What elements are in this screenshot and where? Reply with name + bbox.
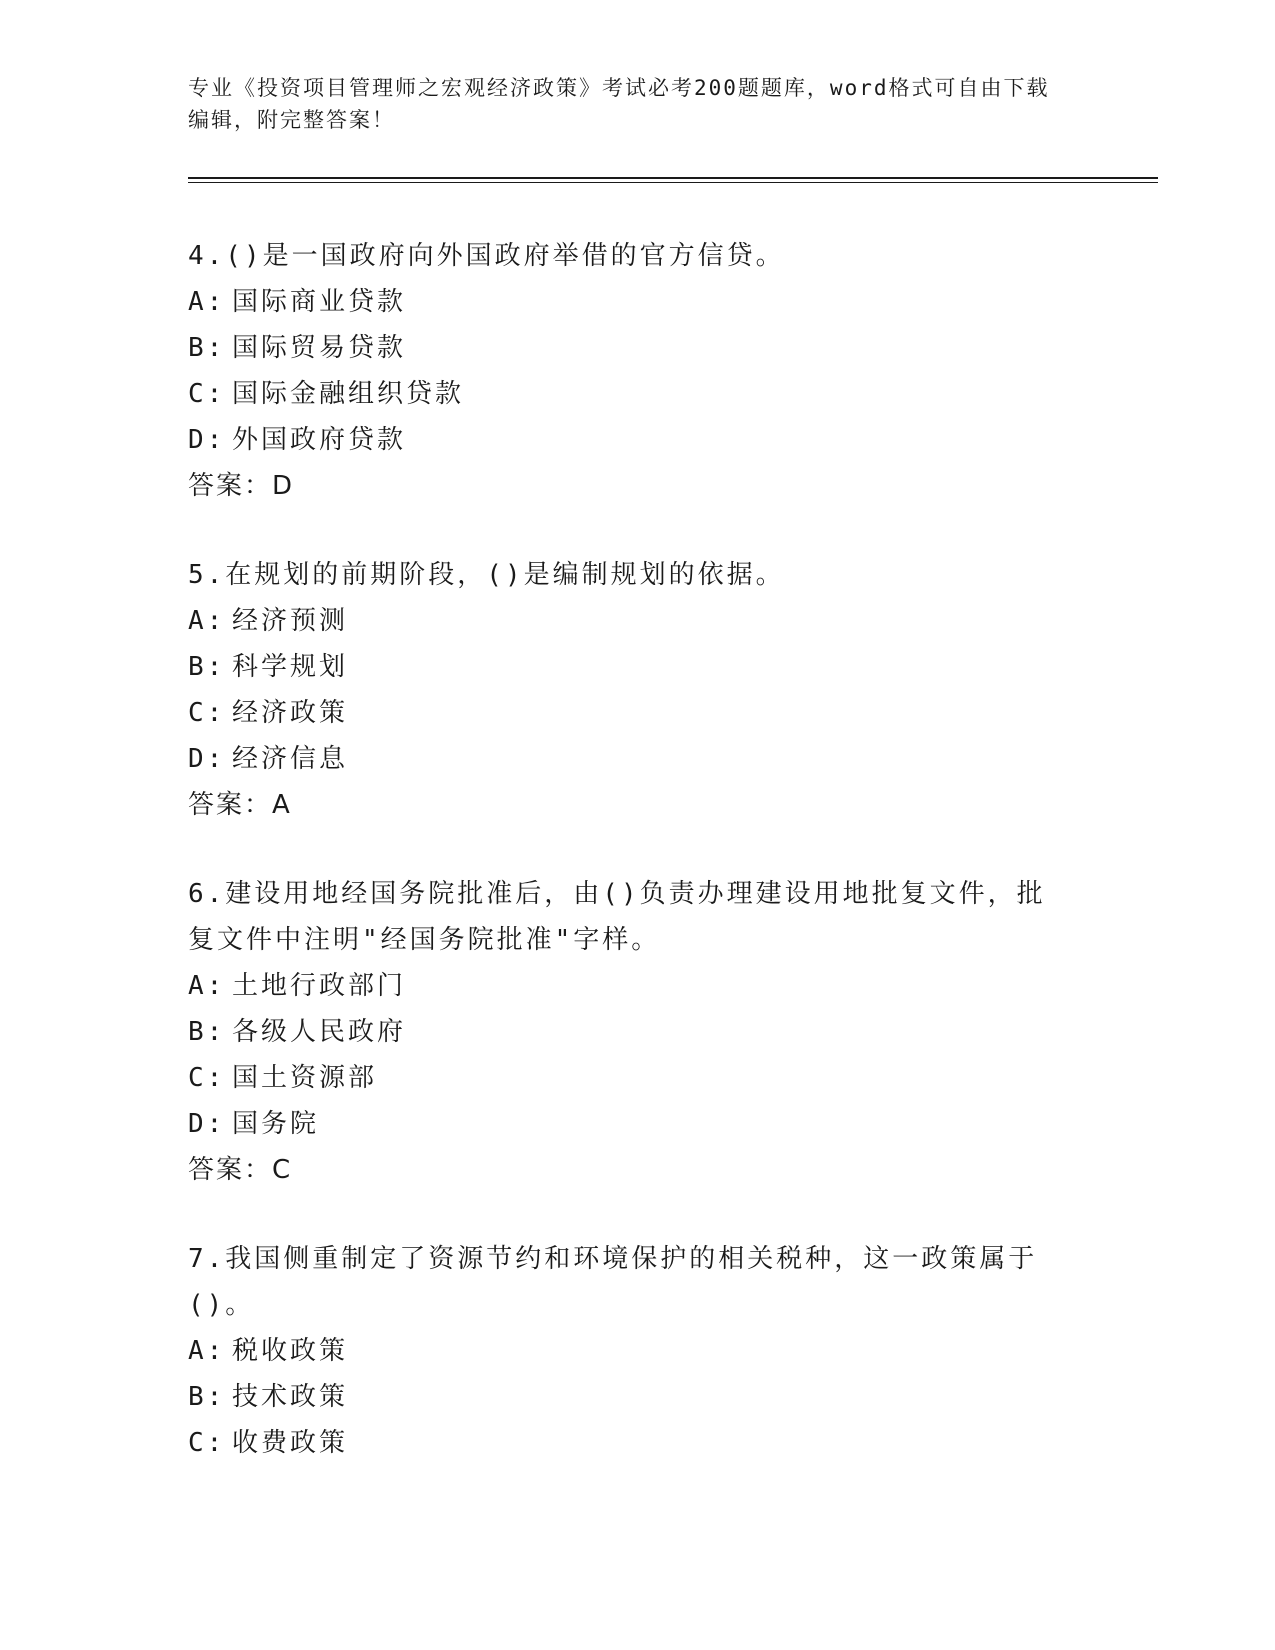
option-a [188, 598, 1068, 644]
option-letter: B: [188, 652, 226, 682]
option-text: 技术政策 [232, 1382, 349, 1412]
document-header: 专业《投资项目管理师之宏观经济政策》考试必考200题题库，word格式可自由下载编辑，附完整答案！ [188, 76, 1050, 132]
option-letter: B: [188, 333, 226, 363]
option-letter: B: [188, 1382, 226, 1412]
answer-line: 答案：D [188, 471, 295, 501]
option-text: 经济政策 [232, 698, 349, 728]
option-b [188, 644, 1068, 690]
option-text: 各级人民政府 [232, 1017, 407, 1047]
answer-line: 答案：A [188, 790, 292, 820]
question-item [188, 552, 1068, 828]
option-text: 经济预测 [232, 606, 349, 636]
option-a [188, 963, 1068, 1009]
option-a [188, 1328, 1068, 1374]
question-stem: 4.()是一国政府向外国政府举借的官方信贷。 [188, 241, 785, 271]
option-letter: D: [188, 425, 226, 455]
answer-line: 答案：C [188, 1155, 293, 1185]
option-d [188, 1101, 1068, 1147]
option-letter: B: [188, 1017, 226, 1047]
question-stem: 7.我国侧重制定了资源节约和环境保护的相关税种，这一政策属于()。 [188, 1244, 1038, 1320]
option-d [188, 736, 1068, 782]
option-c [188, 1055, 1068, 1101]
option-text: 经济信息 [232, 744, 349, 774]
option-letter: C: [188, 698, 226, 728]
option-c [188, 690, 1068, 736]
option-letter: A: [188, 1336, 226, 1366]
option-text: 科学规划 [232, 652, 349, 682]
option-letter: A: [188, 971, 226, 1001]
option-d [188, 417, 1068, 463]
question-item [188, 871, 1068, 1193]
option-c [188, 371, 1068, 417]
option-letter: A: [188, 606, 226, 636]
option-text: 国土资源部 [232, 1063, 378, 1093]
option-text: 税收政策 [232, 1336, 349, 1366]
option-a [188, 279, 1068, 325]
option-b [188, 325, 1068, 371]
option-letter: C: [188, 1063, 226, 1093]
option-letter: C: [188, 379, 226, 409]
header-rule-thick [188, 177, 1158, 179]
option-b [188, 1374, 1068, 1420]
question-list [188, 233, 1068, 1509]
option-letter: C: [188, 1428, 226, 1458]
question-stem: 5.在规划的前期阶段，()是编制规划的依据。 [188, 560, 785, 590]
question-item [188, 1236, 1068, 1466]
option-c [188, 1420, 1068, 1466]
option-text: 土地行政部门 [232, 971, 407, 1001]
question-item [188, 233, 1068, 509]
header-rule-thin [188, 182, 1158, 183]
option-text: 国务院 [232, 1109, 320, 1139]
option-letter: D: [188, 1109, 226, 1139]
option-text: 国际贸易贷款 [232, 333, 407, 363]
option-text: 国际金融组织贷款 [232, 379, 465, 409]
question-stem: 6.建设用地经国务院批准后，由()负责办理建设用地批复文件，批复文件中注明"经国务院批准"字样。 [188, 879, 1046, 955]
option-text: 收费政策 [232, 1428, 349, 1458]
option-letter: A: [188, 287, 226, 317]
option-text: 国际商业贷款 [232, 287, 407, 317]
option-letter: D: [188, 744, 226, 774]
option-text: 外国政府贷款 [232, 425, 407, 455]
option-b [188, 1009, 1068, 1055]
